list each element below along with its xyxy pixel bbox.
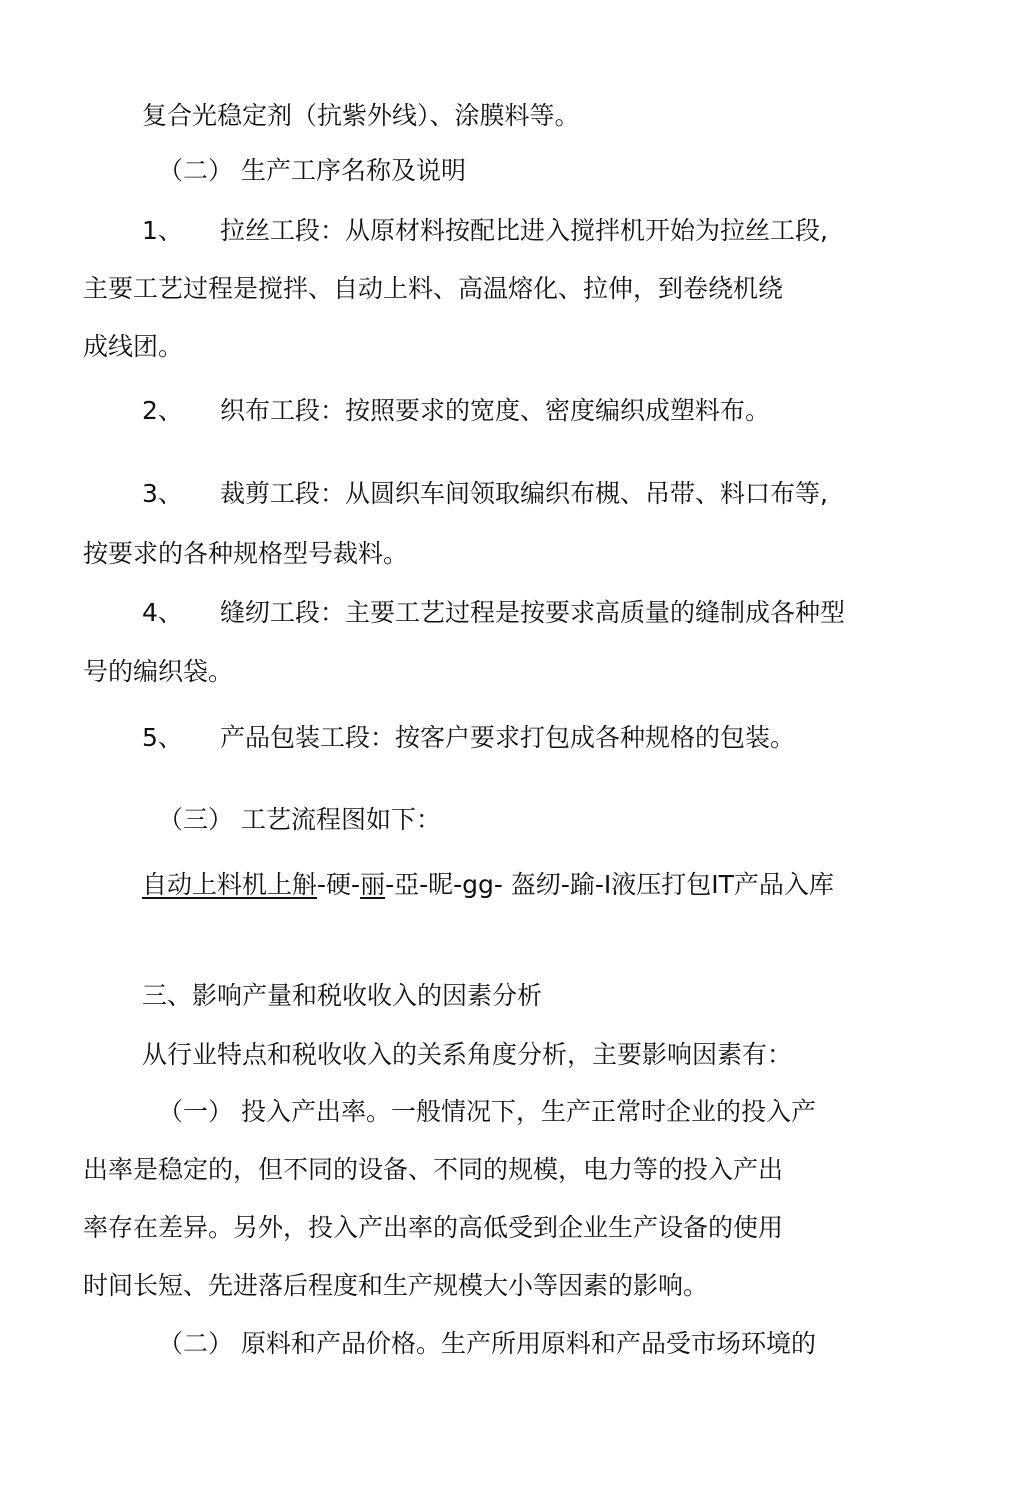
list-number: 1、	[142, 216, 183, 245]
paragraph-line: 率存在差异。另外，投入产出率的高低受到企业生产设备的使用	[83, 1213, 784, 1242]
paragraph-line: 时间长短、先进落后程度和生产规模大小等因素的影响。	[83, 1271, 709, 1300]
paragraph-line: （一） 投入产出率。一般情况下，生产正常时企业的投入产	[158, 1097, 816, 1126]
list-number: 3、	[142, 479, 183, 508]
list-item-text: 裁剪工段：从圆织车间领取编织布槻、吊带、料口布等,	[220, 479, 828, 508]
section-heading: （二） 生产工序名称及说明	[158, 156, 466, 185]
paragraph-line: 出率是稳定的，但不同的设备、不同的规模，电力等的投入产出	[83, 1155, 784, 1184]
process-flow-line	[142, 869, 834, 901]
list-item-text: 织布工段：按照要求的宽度、密度编织成塑料布。	[220, 396, 771, 425]
list-number: 2、	[142, 396, 183, 425]
flow-segment: 自动上料机上斛	[142, 870, 318, 899]
section-heading: 三、影响产量和税收收入的因素分析	[142, 981, 543, 1010]
paragraph-line: 成线团。	[83, 332, 184, 361]
flow-segment: 丽	[360, 870, 386, 899]
paragraph-line: 复合光稳定剂（抗紫外线）、涂膜料等。	[142, 101, 580, 130]
paragraph-line: 主要工艺过程是搅拌、自动上料、高温熔化、拉伸，到卷绕机绕	[83, 274, 784, 303]
section-heading: （三） 工艺流程图如下：	[158, 805, 441, 834]
flow-segment: -硬-	[317, 870, 361, 899]
paragraph-line: 从行业特点和税收收入的关系角度分析，主要影响因素有：	[142, 1040, 793, 1069]
paragraph-line: （二） 原料和产品价格。生产所用原料和产品受市场环境的	[158, 1329, 816, 1358]
list-number: 5、	[142, 723, 183, 752]
flow-segment: -亞-昵-gg- 盔纫-踰-I液压打包IT产品入库	[385, 870, 834, 899]
list-item-text: 拉丝工段：从原材料按配比进入搅拌机开始为拉丝工段,	[220, 216, 828, 245]
paragraph-line: 按要求的各种规格型号裁料。	[83, 539, 409, 568]
paragraph-line: 号的编织袋。	[83, 657, 234, 686]
list-item-text: 缝纫工段：主要工艺过程是按要求高质量的缝制成各种型	[220, 598, 846, 627]
list-item-text: 产品包装工段：按客户要求打包成各种规格的包装。	[220, 723, 796, 752]
list-number: 4、	[142, 598, 183, 627]
